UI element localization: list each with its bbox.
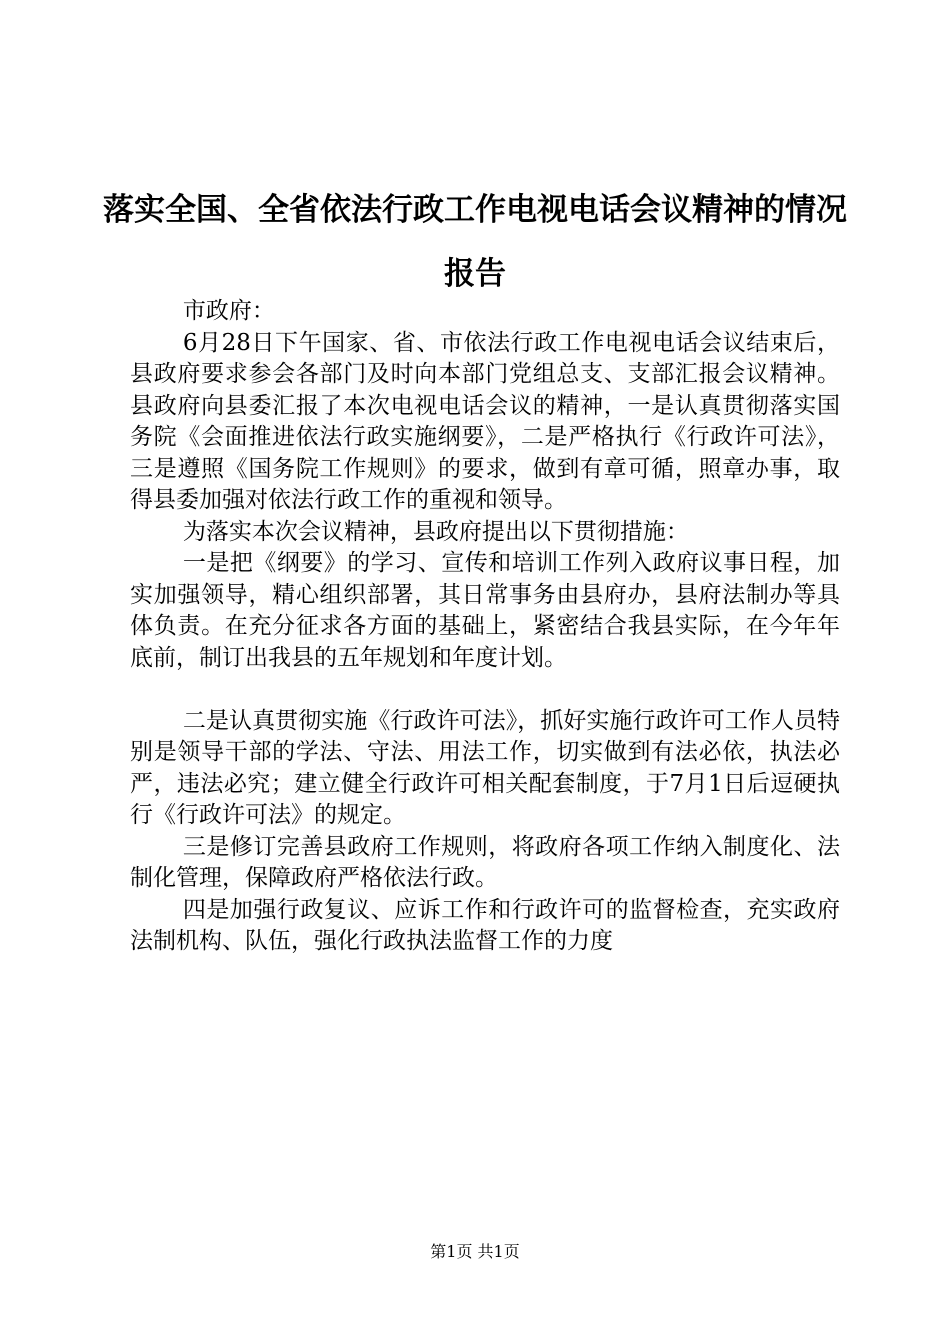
paragraph-6: 四是加强行政复议、应诉工作和行政许可的监督检查，充实政府法制机构、队伍，强化行政执法监督工作的力度	[130, 896, 840, 954]
paragraph-3: 一是把《纲要》的学习、宣传和培训工作列入政府议事日程，加实加强领导，精心组织部署，其日常事务由县府办，县府法制办等具体负责。在充分征求各方面的基础上，紧密结合我县实际，在今年年底前，制订出我县的五年规划和年度计划。	[130, 550, 840, 671]
document-body	[130, 296, 840, 958]
document-title: 落实全国、全省依法行政工作电视电话会议精神的情况报告	[103, 192, 847, 292]
paragraph-4: 二是认真贯彻实施《行政许可法》，抓好实施行政许可工作人员特别是领导干部的学法、守法、用法工作，切实做到有法必依，执法必严，违法必究；建立健全行政许可相关配套制度，于7月1日后逗硬执行《行政许可法》的规定。	[130, 707, 840, 828]
paragraph-2: 为落实本次会议精神，县政府提出以下贯彻措施：	[182, 518, 689, 545]
paragraph-1: 6月28日下午国家、省、市依法行政工作电视电话会议结束后，县政府要求参会各部门及时向本部门党组总支、支部汇报会议精神。县政府向县委汇报了本次电视电话会议的精神，一是认真贯彻落实国务院《会面推进依法行政实施纲要》，二是严格执行《行政许可法》，三是遵照《国务院工作规则》的要求，做到有章可循，照章办事，取得县委加强对依法行政工作的重视和领导。	[130, 329, 840, 513]
salutation: 市政府：	[182, 298, 275, 324]
paragraph-5: 三是修订完善县政府工作规则，将政府各项工作纳入制度化、法制化管理，保障政府严格依法行政。	[130, 833, 840, 891]
page-footer: 第1页 共1页	[430, 1242, 520, 1261]
